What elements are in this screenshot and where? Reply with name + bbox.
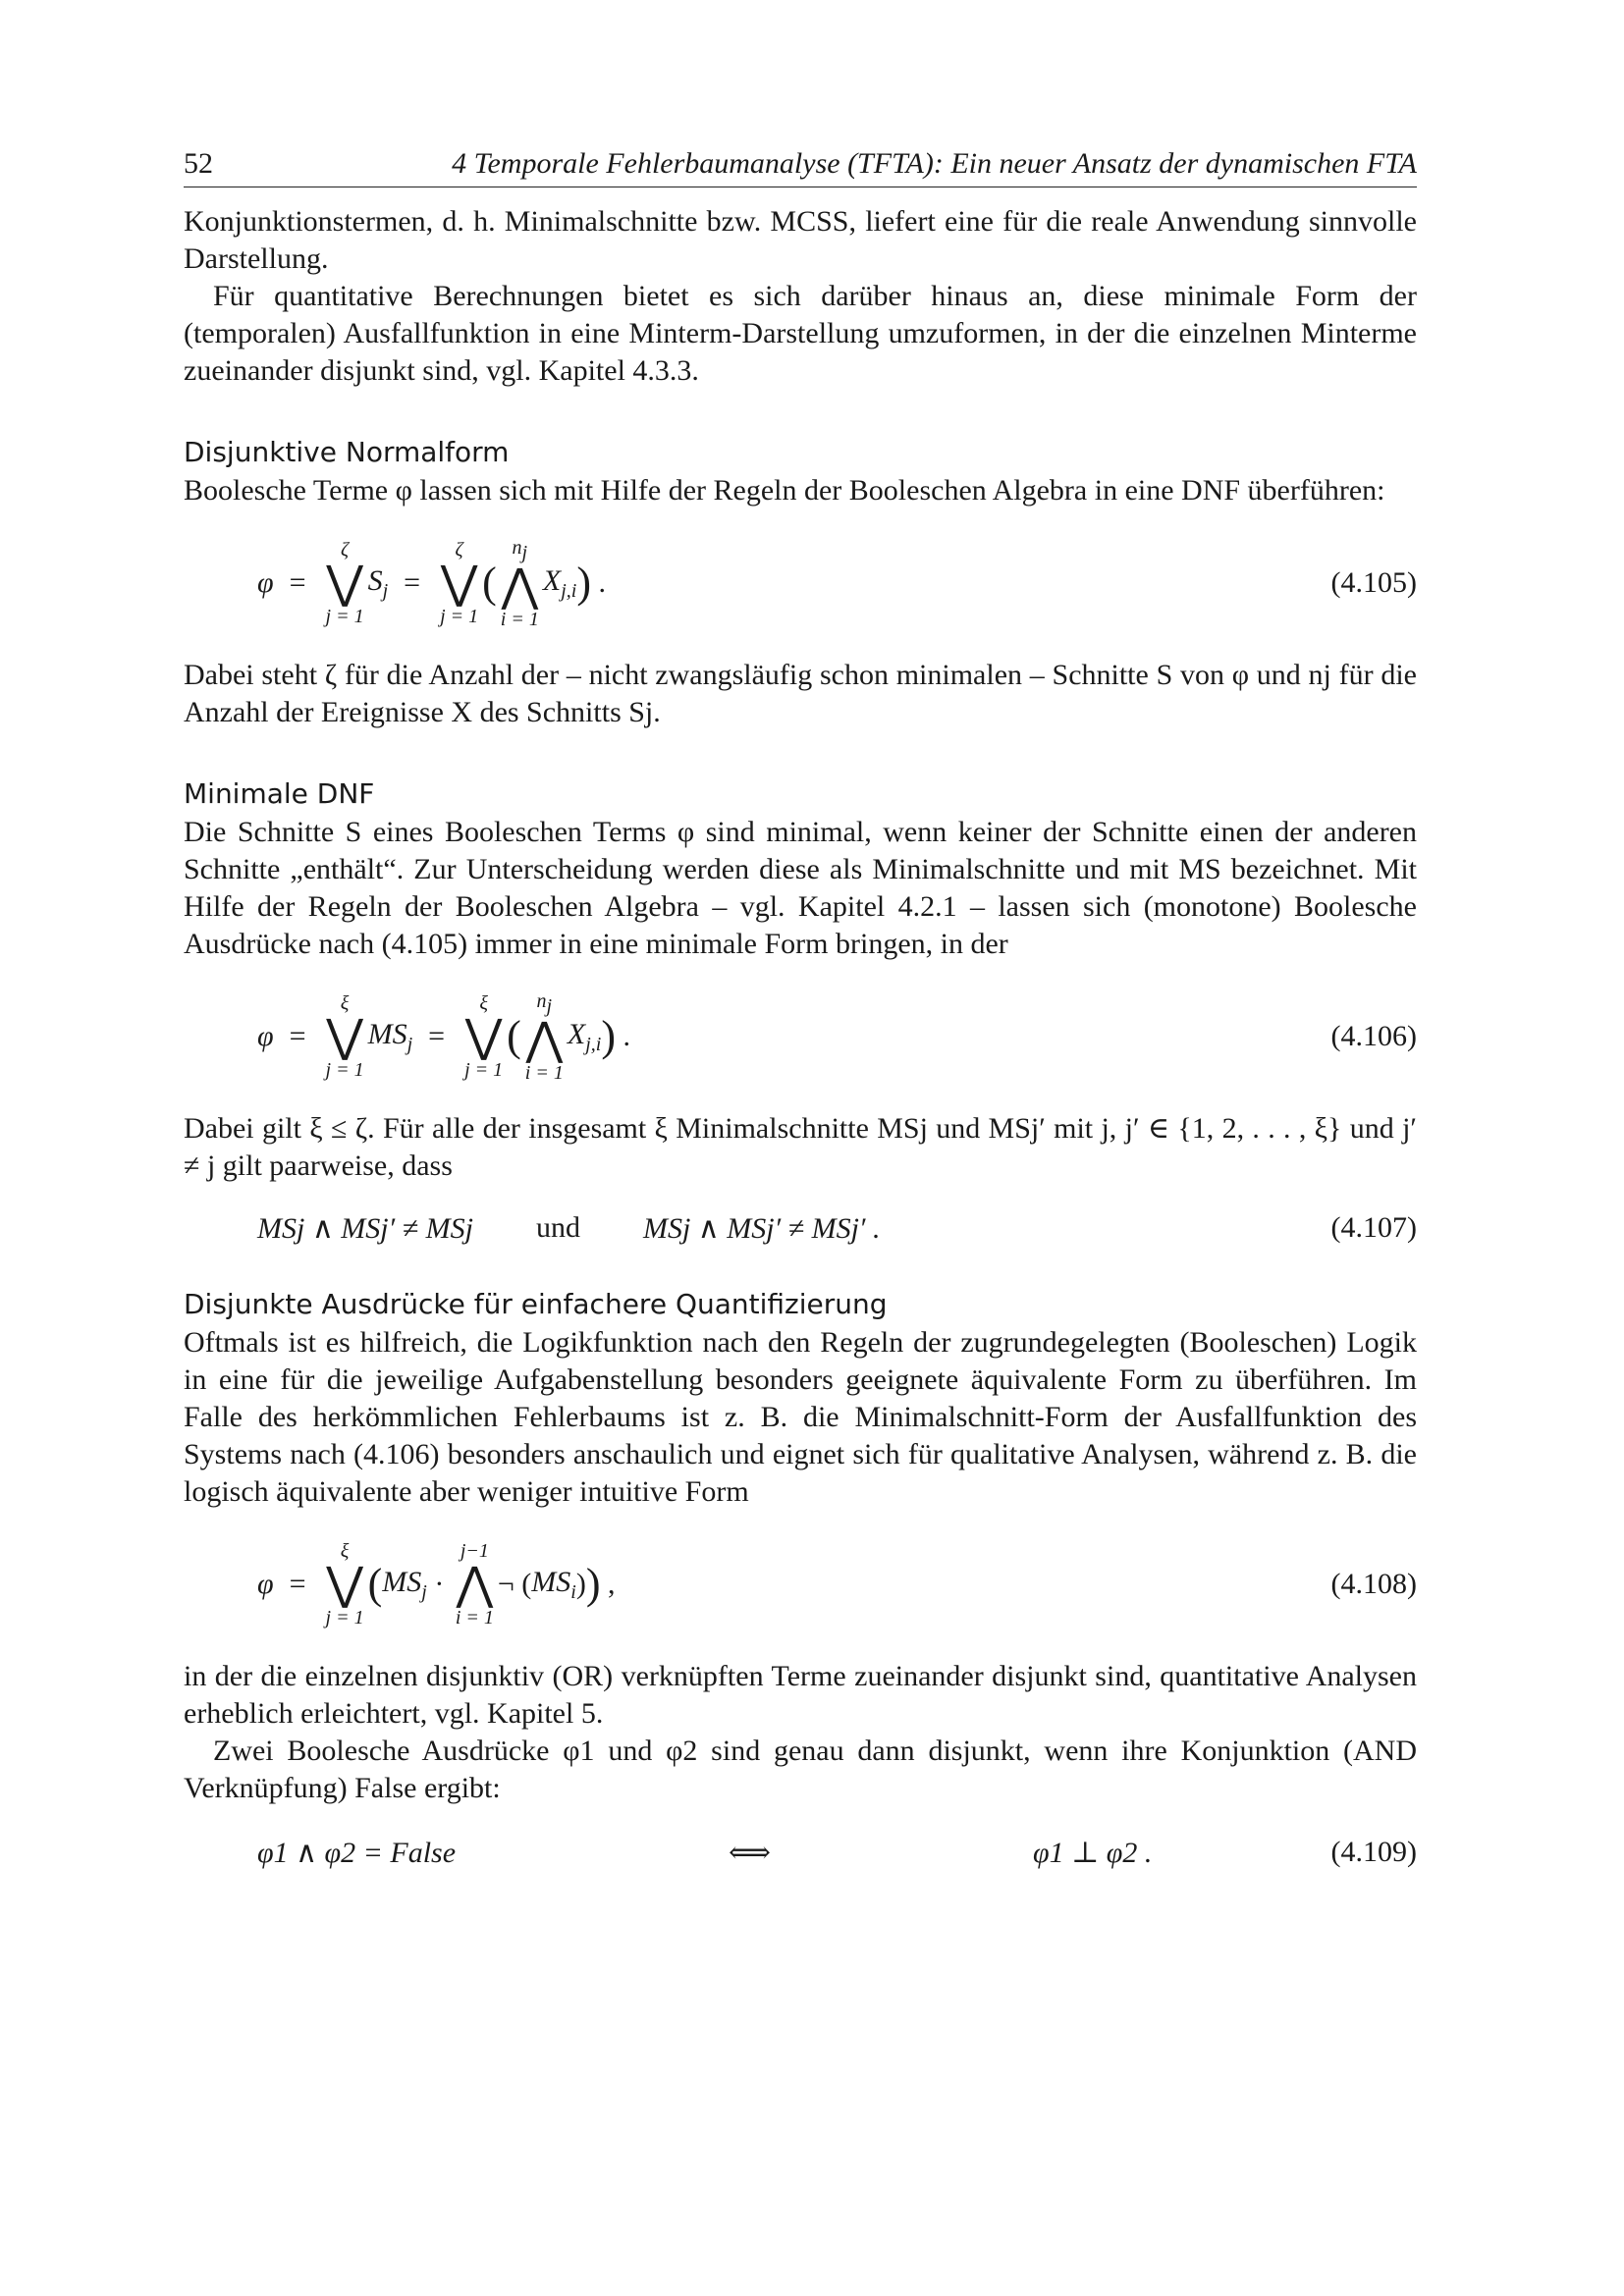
eq-109-iff: ⟺	[729, 1836, 772, 1869]
heading-disjunktive-normalform: Disjunktive Normalform	[184, 436, 510, 468]
equation-4-109	[184, 1823, 1417, 1882]
running-title: 4 Temporale Fehlerbaumanalyse (TFTA): Ein neuer Ansatz der dynamischen FTA	[452, 147, 1417, 180]
paragraph-minimal-dnf-1: Die Schnitte S eines Booleschen Terms φ sind minimal, wenn keiner der Schnitte einen der anderen Schnitte „enthält“. Zur Unterscheidung werden diese als Minimalschnitte und mit MS bezeichnet. Mit Hilfe der Regeln der Booleschen Algebra – vgl. Kapitel 4.2.1 – lassen sich (monotone) Boolesche Ausdrücke nach (4.105) immer in eine minimale Form bringen, in der	[184, 816, 1417, 960]
eq-107-right: MSj ∧ MSj′ ≠ MSj′ .	[642, 1211, 881, 1245]
equation-number-4-108: (4.108)	[1330, 1568, 1417, 1600]
equation-4-108: φ = ξ ⋁ j = 1 ( $MS_j$ · j−1 ⋀ i = 1 ¬ ( $MS_i$ ) ) , (4.108)	[257, 1540, 1417, 1629]
equation-number-4-107: (4.107)	[1330, 1211, 1417, 1244]
eq-109-left: φ1 ∧ φ2 = False	[257, 1836, 457, 1869]
equation-number-4-109: (4.109)	[1330, 1836, 1417, 1868]
eq-109-right: φ1 ⊥ φ2 .	[1033, 1836, 1153, 1869]
equation-4-107	[184, 1199, 1417, 1257]
eq-107-left: MSj ∧ MSj′ ≠ MSj	[257, 1211, 473, 1245]
heading-minimale-dnf: Minimale DNF	[184, 777, 375, 810]
paragraph-disjoint-3: Zwei Boolesche Ausdrücke φ1 und φ2 sind genau dann disjunkt, wenn ihre Konjunktion (AND Verknüpfung) False ergibt:	[184, 1735, 1417, 1804]
running-header	[184, 147, 1417, 187]
equation-4-106: φ = ξ ⋁ j = 1 $MS_j$ = ξ ⋁ j = 1 ( $n_j$ ⋀ i = 1 $X_{j,i}$ ) . (4.106)	[257, 989, 1417, 1084]
paragraph-intro-2: Für quantitative Berechnungen bietet es sich darüber hinaus an, diese minimale Form der (temporalen) Ausfallfunktion in eine Minterm-Darstellung umzuformen, in der die einzelnen Minterme zueinander disjunkt sind, vgl. Kapitel 4.3.3.	[184, 280, 1417, 387]
paragraph-dnf-2: Dabei steht ζ für die Anzahl der – nicht zwangsläufig schon minimalen – Schnitte S von φ und nj für die Anzahl der Ereignisse X des Schnitts Sj.	[184, 659, 1417, 728]
page	[184, 147, 1417, 1882]
paragraph-intro-1: Konjunktionstermen, d. h. Minimalschnitte bzw. MCSS, liefert eine für die reale Anwendung sinnvolle Darstellung.	[184, 205, 1417, 275]
paragraph-minimal-dnf-2: Dabei gilt ξ ≤ ζ. Für alle der insgesamt ξ Minimalschnitte MSj und MSj′ mit j, j′ ∈ {1, 2, . . . , ξ} und j′ ≠ j gilt paarweise, dass	[184, 1112, 1417, 1182]
heading-disjunkte-ausdruecke: Disjunkte Ausdrücke für einfachere Quantifizierung	[184, 1288, 888, 1320]
equation-number-4-106: (4.106)	[1330, 1020, 1417, 1052]
equation-number-4-105: (4.105)	[1330, 566, 1417, 599]
paragraph-disjoint-1: Oftmals ist es hilfreich, die Logikfunktion nach den Regeln der zugrundegelegten (Booleschen) Logik in eine für die jeweilige Aufgabenstellung besonders geeignete äquivalente Form zu überführen. Im Falle des herkömmlichen Fehlerbaums ist z. B. die Minimalschnitt-Form der Ausfallfunktion des Systems nach (4.106) besonders anschaulich und eignet sich für qualitative Analysen, während z. B. die logisch äquivalente aber weniger intuitive Form	[184, 1326, 1417, 1508]
eq-107-und: und	[535, 1211, 580, 1244]
page-number: 52	[184, 147, 213, 180]
paragraph-disjoint-2: in der die einzelnen disjunktiv (OR) verknüpften Terme zueinander disjunkt sind, quantitative Analysen erheblich erleichtert, vgl. Kapitel 5.	[184, 1660, 1417, 1730]
paragraph-dnf-1: Boolesche Terme φ lassen sich mit Hilfe der Regeln der Booleschen Algebra in eine DNF überführen:	[184, 474, 1385, 507]
equation-4-105: φ = ζ ⋁ j = 1 $S_j$ = ζ ⋁ j = 1 ( $n_j$ ⋀ i = 1 $X_{j,i}$ ) . (4.105)	[257, 536, 1417, 630]
